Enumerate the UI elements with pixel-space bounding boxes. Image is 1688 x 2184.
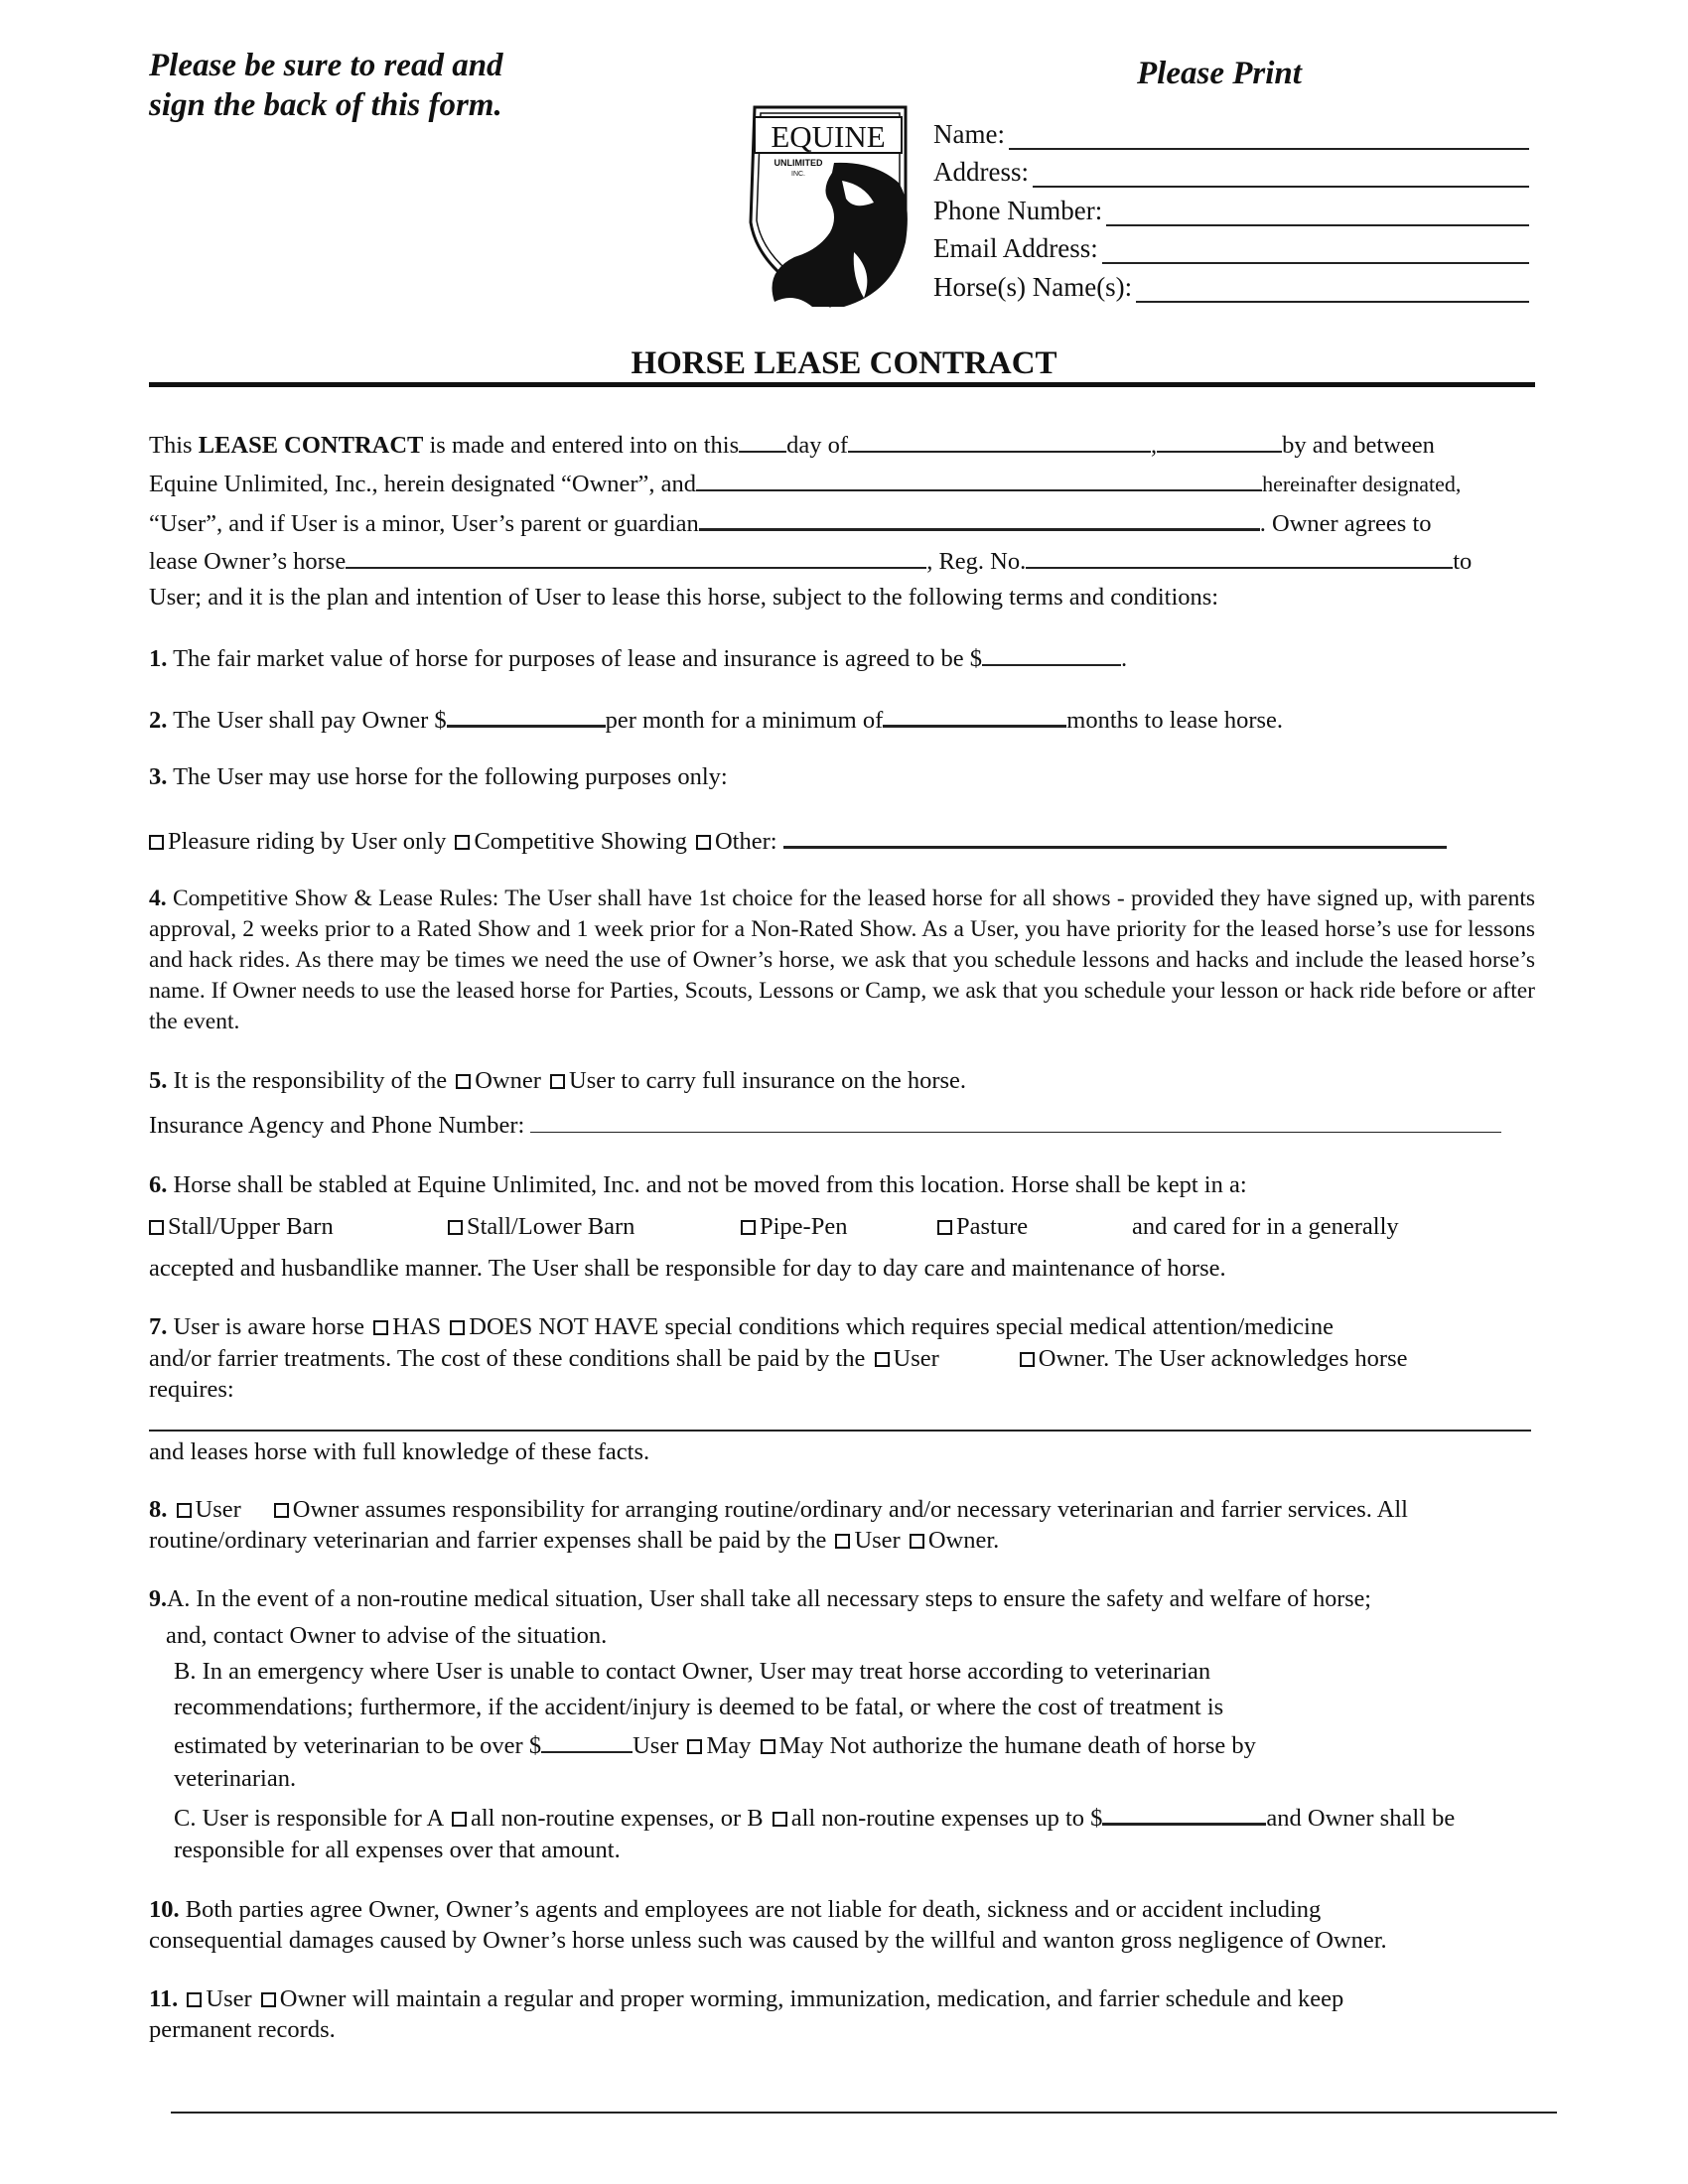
- insurance-agency-field[interactable]: [530, 1110, 1501, 1133]
- item-text: months to lease horse.: [1066, 707, 1284, 734]
- item-text: .: [1121, 645, 1128, 672]
- item-text: and Owner shall be: [1266, 1805, 1456, 1832]
- horse-names-field-row: [933, 264, 1529, 303]
- euthanasia-threshold-field[interactable]: [541, 1729, 633, 1753]
- fair-market-value-field[interactable]: [982, 642, 1121, 666]
- item-text: special conditions which requires special medical attention/medicine: [664, 1313, 1334, 1340]
- footer-divider: [171, 2112, 1557, 2114]
- option-label: User: [569, 1067, 616, 1094]
- horse-field[interactable]: [346, 545, 926, 569]
- item-text: The User shall pay Owner $: [173, 707, 447, 734]
- address-field[interactable]: [1033, 160, 1529, 188]
- insurance-agency-label: Insurance Agency and Phone Number:: [149, 1112, 525, 1139]
- item-number: 5.: [149, 1067, 168, 1094]
- intro-line-4: [149, 545, 1535, 576]
- intro-text: “User”, and if User is a minor, User’s parent or guardian: [149, 510, 699, 537]
- item-9b-line-3: [174, 1729, 1560, 1760]
- item-text: all non-routine expenses, or B: [470, 1805, 764, 1832]
- item-7-line-2: [149, 1345, 1535, 1373]
- item-9b-line-2: recommendations; furthermore, if the accident/injury is deemed to be fatal, or where the cost of treatment is: [174, 1694, 1224, 1720]
- lease-contract-bold: LEASE CONTRACT: [198, 432, 424, 459]
- intro-line-3: [149, 506, 1535, 538]
- option-label: DOES NOT HAVE: [469, 1313, 659, 1340]
- item-text: all non-routine expenses up to $: [790, 1805, 1103, 1832]
- horse-names-label: Horse(s) Name(s):: [933, 271, 1133, 302]
- name-field[interactable]: [1009, 122, 1529, 150]
- item-text: and cared for in a generally: [1132, 1213, 1399, 1240]
- expenses-up-to-checkbox[interactable]: [773, 1812, 787, 1827]
- item-number: 1.: [149, 645, 168, 672]
- has-conditions-checkbox[interactable]: [373, 1320, 388, 1335]
- user-pays-vet-checkbox[interactable]: [835, 1534, 850, 1549]
- item-9a-line-2: and, contact Owner to advise of the situation.: [166, 1622, 608, 1649]
- item-text: and/or farrier treatments. The cost of these conditions shall be paid by the: [149, 1345, 866, 1372]
- item-text: The User may use horse for the following purposes only:: [173, 763, 728, 790]
- item-text: User: [633, 1732, 679, 1759]
- item-text: C. User is responsible for A: [174, 1805, 443, 1832]
- insurance-agency-row: [149, 1110, 1535, 1140]
- item-text: Owner will maintain a regular and proper worming, immunization, medication, and farrier schedule and keep: [279, 1985, 1344, 2012]
- other-checkbox[interactable]: [696, 835, 711, 850]
- option-label: User: [195, 1496, 241, 1523]
- user-insurance-checkbox[interactable]: [550, 1074, 565, 1089]
- item-7-requires: requires:: [149, 1376, 234, 1403]
- logo-sub: UNLIMITED: [774, 158, 823, 168]
- title-divider: [149, 382, 1535, 387]
- option-label: Owner. The User acknowledges horse: [1038, 1345, 1408, 1372]
- item-8-line-2: [149, 1527, 1535, 1555]
- intro-text: , Reg. No.: [926, 548, 1027, 575]
- item-number: 11.: [149, 1985, 179, 2012]
- option-label: User: [206, 1985, 252, 2012]
- competitive-showing-checkbox[interactable]: [455, 835, 470, 850]
- option-label: Pasture: [956, 1213, 1029, 1240]
- item-5: [149, 1067, 1535, 1095]
- all-expenses-checkbox[interactable]: [452, 1812, 467, 1827]
- item-number: 3.: [149, 763, 168, 790]
- intro-text: This: [149, 432, 199, 459]
- item-9b-line-4: veterinarian.: [174, 1765, 297, 1792]
- user-pays-conditions-checkbox[interactable]: [875, 1352, 890, 1367]
- owner-pays-conditions-checkbox[interactable]: [1020, 1352, 1035, 1367]
- option-label: User: [893, 1345, 939, 1372]
- item-number: 7.: [149, 1313, 168, 1340]
- item-7-closing: and leases horse with full knowledge of these facts.: [149, 1438, 650, 1465]
- item-text: per month for a minimum of: [605, 707, 884, 734]
- item-10-line-2: consequential damages caused by Owner’s horse unless such was caused by the willful and wanton gross negligence of Owner.: [149, 1927, 1387, 1954]
- contract-title: HORSE LEASE CONTRACT: [631, 345, 1057, 381]
- option-label: Stall/Lower Barn: [467, 1213, 635, 1240]
- intro-line-2: [149, 468, 1535, 498]
- owner-insurance-checkbox[interactable]: [456, 1074, 471, 1089]
- expense-cap-field[interactable]: [1102, 1801, 1266, 1826]
- option-label: HAS: [392, 1313, 442, 1340]
- intro-text: ,: [1151, 432, 1158, 459]
- item-9a: [149, 1586, 1535, 1613]
- option-label: Competitive Showing: [474, 828, 687, 855]
- intro-line-5: User; and it is the plan and intention of User to lease this horse, subject to the following terms and conditions:: [149, 584, 1219, 611]
- option-label: May Not authorize the humane death of horse by: [778, 1732, 1256, 1759]
- item-text: A. In the event of a non-routine medical situation, User shall take all necessary steps to ensure the safety and welfare of horse;: [167, 1586, 1371, 1612]
- option-label: Pipe-Pen: [760, 1213, 848, 1240]
- item-text: User is aware horse: [173, 1313, 365, 1340]
- guardian-field[interactable]: [699, 506, 1260, 531]
- address-label: Address:: [933, 157, 1029, 187]
- no-conditions-checkbox[interactable]: [450, 1320, 465, 1335]
- monthly-payment-field[interactable]: [447, 703, 606, 728]
- item-6: [149, 1171, 1535, 1199]
- item-11-line-2: permanent records.: [149, 2016, 336, 2043]
- item-text: The fair market value of horse for purposes of lease and insurance is agreed to be $: [173, 645, 983, 672]
- read-and-sign-notice: Please be sure to read and sign the back of this form.: [149, 48, 503, 123]
- owner-pays-vet-checkbox[interactable]: [910, 1534, 924, 1549]
- item-7: [149, 1313, 1535, 1341]
- option-label: Stall/Upper Barn: [168, 1213, 334, 1240]
- item-text: It is the responsibility of the: [173, 1067, 448, 1094]
- intro-text: is made and entered into on this: [423, 432, 740, 459]
- option-label: User: [854, 1527, 901, 1554]
- option-label: Pleasure riding by User only: [168, 828, 447, 855]
- intro-text: Equine Unlimited, Inc., herein designated “Owner”, and: [149, 471, 697, 497]
- please-print-label: Please Print: [1137, 56, 1302, 91]
- item-number: 9.: [149, 1586, 167, 1612]
- item-number: 10.: [149, 1896, 180, 1923]
- item-text: Horse shall be stabled at Equine Unlimited, Inc. and not be moved from this location. Horse shall be kept in a:: [173, 1171, 1247, 1198]
- owner-arranges-checkbox[interactable]: [274, 1503, 289, 1518]
- intro-text: hereinafter designated,: [1262, 472, 1462, 496]
- pasture-checkbox[interactable]: [937, 1220, 952, 1235]
- logo-text: EQUINE: [771, 119, 886, 154]
- user-maintains-checkbox[interactable]: [187, 1992, 202, 2007]
- name-field-row: [933, 111, 1529, 150]
- option-label: Owner.: [927, 1527, 1000, 1554]
- horse-names-field[interactable]: [1136, 275, 1529, 303]
- logo-inc: INC.: [791, 171, 805, 178]
- other-purpose-field[interactable]: [783, 824, 1447, 849]
- phone-field[interactable]: [1106, 199, 1529, 226]
- item-text: to carry full insurance on the horse.: [621, 1067, 967, 1094]
- item-text: routine/ordinary veterinarian and farrier expenses shall be paid by the: [149, 1527, 827, 1554]
- user-arranges-checkbox[interactable]: [177, 1503, 192, 1518]
- pleasure-riding-checkbox[interactable]: [149, 835, 164, 850]
- intro-text: lease Owner’s horse: [149, 548, 347, 575]
- item-4: [149, 884, 1535, 1037]
- item-text: Competitive Show & Lease Rules: The User shall have 1st choice for the leased horse for all shows - provided they have signed up, with parents approval, 2 weeks prior to a Rated Show and 1 week prior for a Non-Rated Show. As a User, you have priority for the leased horse’s use for lessons and hack rides. As there may be times we need the use of Owner’s horse, we ask that you schedule lessons and hacks and include the leased horse’s name. If Owner needs to use the leased horse for Parties, Scouts, Lessons or Camp, we ask that you schedule your lesson or hack ride before or after the event.: [149, 886, 1535, 1034]
- minimum-months-field[interactable]: [883, 703, 1066, 728]
- stall-upper-barn-checkbox[interactable]: [149, 1220, 164, 1235]
- item-9b: B. In an emergency where User is unable to contact Owner, User may treat horse according to veterinarian: [174, 1658, 1211, 1685]
- intro-text: day of: [786, 432, 849, 459]
- year-field[interactable]: [1157, 429, 1282, 453]
- option-label: May: [706, 1732, 752, 1759]
- requirements-field[interactable]: [149, 1430, 1531, 1432]
- may-not-authorize-checkbox[interactable]: [761, 1739, 775, 1754]
- intro-text: by and between: [1282, 432, 1435, 459]
- item-8: [149, 1496, 1535, 1524]
- intro-text: to: [1453, 548, 1473, 575]
- item-3-options: [149, 824, 1535, 856]
- item-number: 2.: [149, 707, 168, 734]
- stall-lower-barn-checkbox[interactable]: [448, 1220, 463, 1235]
- item-number: 6.: [149, 1171, 168, 1198]
- item-10: [149, 1896, 1535, 1924]
- item-number: 8.: [149, 1496, 168, 1523]
- item-11: [149, 1985, 1535, 2013]
- phone-field-row: [933, 188, 1529, 226]
- item-text: estimated by veterinarian to be over $: [174, 1732, 542, 1759]
- day-field[interactable]: [739, 429, 786, 453]
- item-text: Both parties agree Owner, Owner’s agents and employees are not liable for death, sickness and or accident including: [185, 1896, 1322, 1923]
- month-field[interactable]: [848, 429, 1151, 453]
- item-text: Owner assumes responsibility for arranging routine/ordinary and/or necessary veterinarian and farrier services. All: [292, 1496, 1408, 1523]
- phone-label: Phone Number:: [933, 195, 1103, 225]
- may-authorize-checkbox[interactable]: [687, 1739, 702, 1754]
- item-9c-line-2: responsible for all expenses over that amount.: [174, 1837, 621, 1863]
- reg-no-field[interactable]: [1026, 545, 1453, 569]
- item-6-continued: accepted and husbandlike manner. The User shall be responsible for day to day care and maintenance of horse.: [149, 1255, 1226, 1282]
- address-field-row: [933, 150, 1529, 189]
- item-3: [149, 763, 1535, 791]
- intro-text: . Owner agrees to: [1259, 510, 1432, 537]
- item-1: [149, 642, 1535, 673]
- pipe-pen-checkbox[interactable]: [741, 1220, 756, 1235]
- name-label: Name:: [933, 118, 1005, 149]
- option-label: Owner: [475, 1067, 541, 1094]
- item-number: 4.: [149, 886, 167, 911]
- email-field[interactable]: [1102, 236, 1529, 264]
- intro-line-1: [149, 429, 1535, 460]
- user-name-field[interactable]: [696, 468, 1262, 491]
- item-9c: [174, 1801, 1560, 1833]
- item-2: [149, 703, 1535, 735]
- email-field-row: [933, 226, 1529, 265]
- option-label: Other:: [714, 828, 777, 855]
- contact-fields: [933, 111, 1529, 303]
- equine-unlimited-logo: [735, 103, 921, 312]
- email-label: Email Address:: [933, 233, 1098, 263]
- owner-maintains-checkbox[interactable]: [261, 1992, 276, 2007]
